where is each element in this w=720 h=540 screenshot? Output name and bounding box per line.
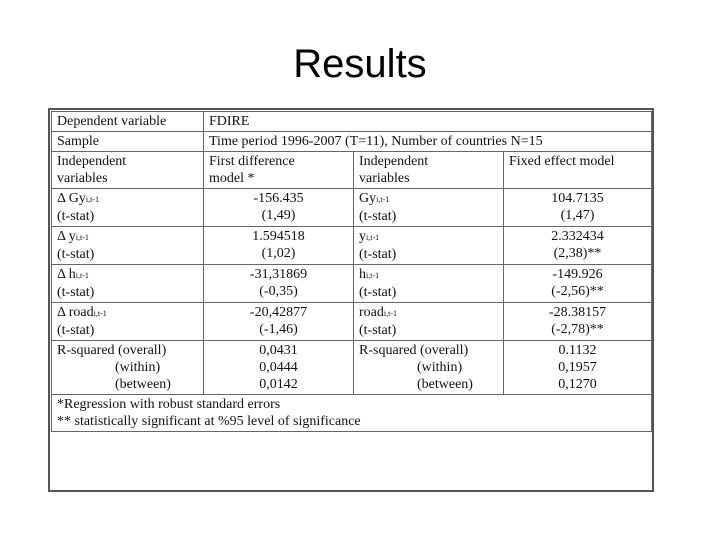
variable-subscript: i,t-1	[383, 309, 397, 318]
variable-name: Gy	[359, 191, 377, 206]
tstat-label: (t-stat)	[359, 285, 397, 300]
t-statistic: (1,47)	[560, 208, 595, 223]
coefficient-cell	[504, 303, 652, 341]
r-squared-overall-label: R-squared (overall)	[359, 343, 469, 358]
header-independent-variables-right	[354, 152, 504, 189]
coefficient: 1.594518	[252, 229, 305, 244]
r-squared-overall-value: 0,0431	[259, 343, 298, 358]
coefficient: -31,31869	[249, 267, 308, 282]
variable-subscript: i,t-1	[376, 195, 390, 204]
variable-subscript: i,t-1	[75, 233, 89, 242]
tstat-label: (t-stat)	[57, 247, 95, 262]
sample-label: Sample	[52, 132, 204, 152]
variable-name: h	[359, 267, 366, 282]
coefficient-cell	[204, 265, 354, 303]
variable-cell	[354, 265, 504, 303]
table-row	[52, 189, 652, 227]
dependent-variable-row	[52, 112, 652, 132]
coefficient-cell	[204, 303, 354, 341]
header-indep2-line1: Independent	[359, 154, 429, 169]
tstat-label: (t-stat)	[57, 323, 95, 338]
note-significance: ** statistically significant at %95 level of significance	[57, 414, 361, 429]
variable-subscript: i,t-1	[93, 309, 107, 318]
r-squared-between-label: (between)	[417, 377, 473, 392]
r-squared-overall-value: 0.1132	[558, 343, 597, 358]
r-squared-row	[52, 341, 652, 395]
coefficient-cell	[204, 189, 354, 227]
variable-subscript: i,t-1	[85, 195, 99, 204]
variable-name: y	[359, 229, 366, 244]
tstat-label: (t-stat)	[359, 247, 397, 262]
t-statistic: (1,49)	[261, 208, 296, 223]
sample-row	[52, 132, 652, 152]
header-indep-line2: variables	[57, 171, 108, 186]
tstat-label: (t-stat)	[57, 285, 95, 300]
variable-name: road	[359, 305, 384, 320]
header-model1-line1: First difference	[209, 154, 295, 169]
notes-cell	[52, 395, 652, 432]
variable-name: Δ road	[57, 305, 94, 320]
variable-cell	[354, 227, 504, 265]
t-statistic: (-2,56)**	[551, 284, 604, 299]
coefficient: -28.38157	[548, 305, 607, 320]
dependent-variable-value: FDIRE	[204, 112, 652, 132]
t-statistic: (-1,46)	[259, 322, 298, 337]
r-squared-values-model1	[204, 341, 354, 395]
r-squared-overall-label: R-squared (overall)	[57, 343, 167, 358]
variable-subscript: i,t-1	[366, 271, 380, 280]
dependent-variable-label: Dependent variable	[52, 112, 204, 132]
sample-value: Time period 1996-2007 (T=11), Number of countries N=15	[204, 132, 652, 152]
header-fixed-effect-model: Fixed effect model	[504, 152, 652, 189]
coefficient-cell	[504, 189, 652, 227]
notes-row	[52, 395, 652, 432]
coefficient: 2.332434	[551, 229, 604, 244]
variable-cell	[354, 189, 504, 227]
results-table	[51, 111, 652, 432]
t-statistic: (2,38)**	[553, 246, 602, 261]
r-squared-between-label: (between)	[115, 377, 171, 392]
r-squared-values-model2	[504, 341, 652, 395]
coefficient: -156.435	[253, 191, 304, 206]
r-squared-within-label: (within)	[115, 360, 161, 375]
header-indep2-line2: variables	[359, 171, 410, 186]
header-indep-line1: Independent	[57, 154, 127, 169]
table-row	[52, 303, 652, 341]
coefficient-cell	[204, 227, 354, 265]
table-row	[52, 227, 652, 265]
tstat-label: (t-stat)	[359, 209, 397, 224]
table-row	[52, 265, 652, 303]
r-squared-label-cell	[354, 341, 504, 395]
t-statistic: (1,02)	[261, 246, 296, 261]
variable-name: Δ y	[57, 229, 76, 244]
header-model1-line2: model *	[209, 171, 255, 186]
slide-title: Results	[293, 42, 427, 86]
r-squared-within-value: 0,1957	[558, 360, 597, 375]
variable-cell	[354, 303, 504, 341]
r-squared-between-value: 0,0142	[259, 377, 298, 392]
variable-cell	[52, 227, 204, 265]
tstat-label: (t-stat)	[359, 323, 397, 338]
coefficient-cell	[504, 227, 652, 265]
coefficient: -149.926	[552, 267, 603, 282]
variable-name: Δ h	[57, 267, 76, 282]
tstat-label: (t-stat)	[57, 209, 95, 224]
variable-cell	[52, 303, 204, 341]
variable-name: Δ Gy	[57, 191, 86, 206]
table-header-row	[52, 152, 652, 189]
t-statistic: (-0,35)	[259, 284, 298, 299]
coefficient: 104.7135	[551, 191, 604, 206]
header-independent-variables-left	[52, 152, 204, 189]
r-squared-between-value: 0,1270	[558, 377, 597, 392]
r-squared-label-cell	[52, 341, 204, 395]
header-first-difference-model	[204, 152, 354, 189]
note-robust-errors: *Regression with robust standard errors	[57, 397, 281, 412]
t-statistic: (-2,78)**	[551, 322, 604, 337]
r-squared-within-label: (within)	[417, 360, 463, 375]
variable-cell	[52, 189, 204, 227]
coefficient: -20,42877	[249, 305, 308, 320]
variable-cell	[52, 265, 204, 303]
coefficient-cell	[504, 265, 652, 303]
variable-subscript: i,t-1	[366, 233, 380, 242]
variable-subscript: i,t-1	[75, 271, 89, 280]
r-squared-within-value: 0,0444	[259, 360, 298, 375]
